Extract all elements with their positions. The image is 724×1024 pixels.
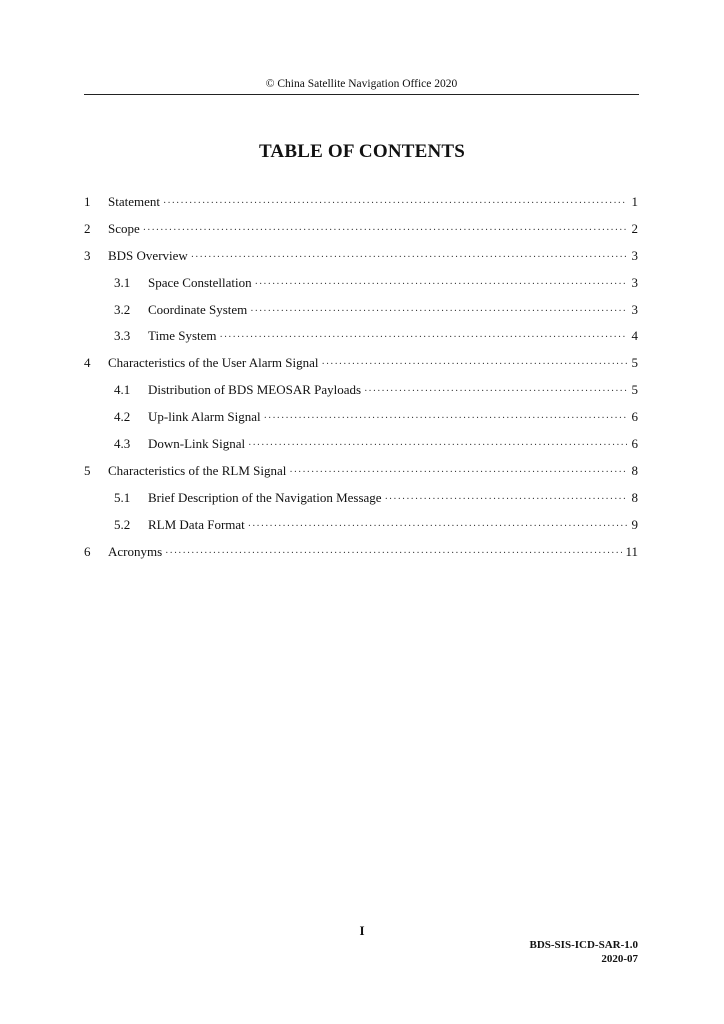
toc-entry-label: Up-link Alarm Signal [148, 409, 261, 425]
toc-entry-page: 6 [631, 409, 638, 425]
toc-entry-number: 3 [84, 247, 91, 263]
toc-entry-space-constellation[interactable] [84, 270, 638, 297]
document-code: BDS-SIS-ICD-SAR-1.0 [529, 939, 638, 951]
toc-entry-number: 5.1 [114, 489, 131, 505]
toc-entry-scope[interactable] [84, 216, 638, 243]
dot-leader [165, 541, 622, 568]
toc-entry-page: 5 [631, 355, 638, 371]
toc-entry-page: 2 [631, 220, 638, 236]
toc-entry-label: Statement [108, 194, 160, 209]
toc-entry-number: 4.1 [114, 382, 131, 398]
toc-entry-page: 8 [631, 489, 638, 505]
toc-entry-user-alarm-signal[interactable] [84, 350, 638, 377]
dot-leader [385, 487, 627, 514]
toc-entry-page: 11 [625, 543, 638, 559]
toc-entry-label: RLM Data Format [148, 516, 245, 532]
document-date: 2020-07 [601, 953, 638, 965]
toc-entry-label: BDS Overview [108, 247, 188, 263]
toc-entry-label: Acronyms [108, 543, 163, 559]
toc-entry-label: Brief Description of the Navigation Message [148, 489, 382, 505]
dot-leader [250, 299, 627, 326]
toc-entry-page: 9 [631, 516, 638, 532]
toc-entry-time-system[interactable] [84, 323, 638, 350]
toc-entry-label: Coordinate System [148, 301, 248, 317]
toc-entry-number: 3.3 [114, 328, 131, 344]
toc-entry-number: 4.2 [114, 409, 131, 425]
toc-entry-label: Characteristics of the User Alarm Signal [108, 355, 319, 371]
toc-entry-rlm-data-format[interactable] [84, 512, 638, 539]
page-title: TABLE OF CONTENTS [258, 141, 466, 162]
toc-entry-label: Characteristics of the RLM Signal [108, 462, 287, 478]
dot-leader [248, 514, 627, 541]
dot-leader [321, 352, 627, 379]
toc-entry-page: 6 [631, 436, 638, 452]
document-identifier [530, 938, 639, 966]
toc-entry-navigation-message[interactable] [84, 485, 638, 512]
dot-leader [248, 433, 627, 460]
toc-entry-rlm-signal[interactable] [84, 458, 638, 485]
toc-entry-statement[interactable] [84, 189, 638, 216]
toc-entry-number: 6 [84, 543, 91, 559]
toc-entry-label: Time System [148, 328, 217, 344]
toc-entry-label: Space Constellation [148, 274, 252, 290]
toc-entry-page: 4 [631, 328, 638, 344]
toc-entry-label: Scope [108, 220, 140, 236]
toc-entry-label: Down-Link Signal [148, 436, 246, 452]
dot-leader [289, 460, 627, 487]
dot-leader [163, 191, 627, 218]
toc-entry-label: Distribution of BDS MEOSAR Payloads [148, 382, 362, 398]
toc-entry-page: 5 [631, 382, 638, 398]
toc-entry-number: 4 [84, 355, 91, 371]
toc-entry-bds-overview[interactable] [84, 243, 638, 270]
dot-leader [220, 325, 627, 352]
toc-entry-page: 3 [631, 247, 638, 263]
toc-entry-page: 3 [631, 274, 638, 290]
toc-entry-number: 2 [84, 220, 91, 236]
toc-entry-downlink-signal[interactable] [84, 431, 638, 458]
toc-entry-meosar-payloads[interactable] [84, 377, 638, 404]
dot-leader [364, 379, 627, 406]
toc-entry-uplink-alarm-signal[interactable] [84, 404, 638, 431]
dot-leader [143, 218, 627, 245]
toc-entry-number: 5.2 [114, 516, 131, 532]
dot-leader [264, 406, 627, 433]
page-header: © China Satellite Navigation Office 2020 [84, 78, 639, 95]
toc-entry-page: 1 [631, 194, 638, 209]
toc-entry-acronyms[interactable] [84, 539, 638, 566]
dot-leader [255, 272, 627, 299]
toc-entry-number: 3.2 [114, 301, 131, 317]
toc-entry-number: 4.3 [114, 436, 131, 452]
toc-entry-coordinate-system[interactable] [84, 297, 638, 324]
table-of-contents [84, 189, 638, 565]
toc-entry-page: 3 [631, 301, 638, 317]
toc-entry-number: 3.1 [114, 274, 131, 290]
toc-entry-number: 1 [84, 194, 91, 209]
toc-entry-number: 5 [84, 462, 91, 478]
page-number: I [359, 923, 365, 938]
dot-leader [191, 245, 627, 272]
toc-entry-page: 8 [631, 462, 638, 478]
